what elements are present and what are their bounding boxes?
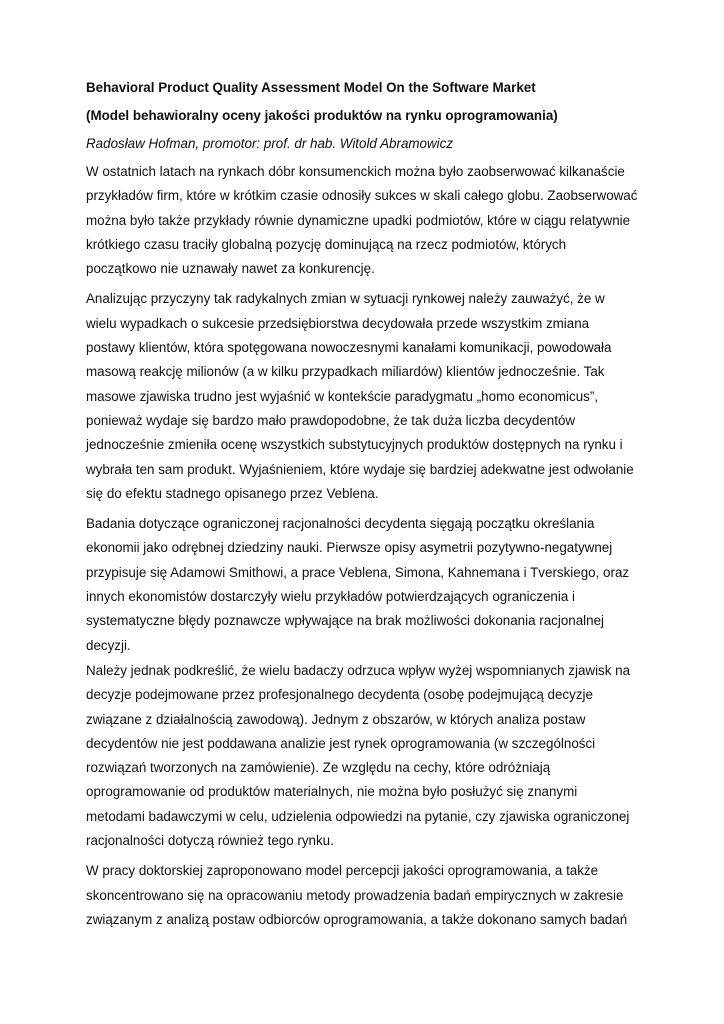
text-line: W pracy doktorskiej zaproponowano model percepcji jakości oprogramowania, a także: [86, 863, 599, 879]
text-line: skoncentrowano się na opracowaniu metody prowadzenia badań empirycznych w zakresie: [86, 887, 624, 903]
title-english: Behavioral Product Quality Assessment Model On the Software Market: [86, 80, 536, 95]
text-line: się do efektu stadnego opisanego przez Veblena.: [86, 485, 379, 501]
text-line: można było także przykłady równie dynamiczne upadki podmiotów, które w ciągu relatywnie: [86, 212, 631, 228]
document-page: [86, 76, 642, 932]
text-line: jednocześnie zmieniła ocenę wszystkich substytucyjnych produktów dostępnych na rynku i: [86, 437, 623, 453]
text-line: masowe zjawiska trudno jest wyjaśnić w kontekście paradygmatu „homo economicus”,: [86, 388, 599, 404]
paragraph-4: [86, 659, 642, 853]
text-line: racjonalności dotyczą również tego rynku.: [86, 833, 334, 849]
text-line: przykładów firm, które w krótkim czasie odnosiły sukces w skali całego globu. Zaobserwować: [86, 188, 638, 204]
text-line: początkowo nie uznawały nawet za konkurencję.: [86, 261, 375, 277]
text-line: Analizując przyczyny tak radykalnych zmian w sytuacji rynkowej należy zauważyć, że w: [86, 291, 605, 307]
text-line: decyzje podejmowane przez profesjonalnego decydenta (osobę podejmującą decyzje: [86, 687, 593, 703]
text-line: innych ekonomistów dostarczyły wielu przykładów potwierdzających ograniczenia i: [86, 589, 575, 605]
text-line: przypisuje się Adamowi Smithowi, a prace Veblena, Simona, Kahnemana i Tverskiego, oraz: [86, 564, 630, 580]
paragraph-1: [86, 160, 642, 281]
text-line: W ostatnich latach na rynkach dóbr konsumenckich można było zaobserwować kilkanaście: [86, 164, 625, 179]
paragraph-3: [86, 512, 642, 658]
text-line: decyzji.: [86, 637, 131, 653]
paragraph-5: [86, 859, 642, 932]
text-line: wybrała ten sam produkt. Wyjaśnieniem, które wydaje się bardziej adekwatne jest odwołanie: [86, 461, 634, 477]
text-line: związanym z analizą postaw odbiorców oprogramowania, a także dokonano samych badań: [86, 911, 628, 927]
text-line: ponieważ wydaje się bardzo mało prawdopodobne, że tak duża liczba decydentów: [86, 412, 576, 428]
paragraph-2: [86, 287, 642, 506]
title-polish: (Model behawioralny oceny jakości produktów na rynku oprogramowania): [86, 108, 558, 123]
text-line: Należy jednak podkreślić, że wielu badaczy odrzuca wpływ wyżej wspomnianych zjawisk na: [86, 662, 631, 678]
text-line: postawy klientów, która spotęgowana nowoczesnymi kanałami komunikacji, powodowała: [86, 340, 612, 356]
text-line: Badania dotyczące ograniczonej racjonalności decydenta sięgają początku określania: [86, 516, 595, 532]
text-line: masową reakcję milionów (a w kilku przypadkach miliardów) klientów jednocześnie. Tak: [86, 364, 605, 380]
text-line: systematyczne błędy poznawcze wpływające na brak możliwości dokonania racjonalnej: [86, 613, 605, 629]
text-line: decydentów nie jest poddawana analizie jest rynek oprogramowania (w szczególności: [86, 735, 596, 751]
text-line: metodami badawczymi w celu, udzielenia odpowiedzi na pytanie, czy zjawiska ograniczonej: [86, 808, 630, 824]
text-line: krótkiego czasu traciły globalną pozycję dominującą na rzecz podmiotów, których: [86, 236, 567, 252]
text-line: związane z działalnością zawodową). Jednym z obszarów, w których analiza postaw: [86, 711, 586, 727]
text-line: ekonomii jako odrębnej dziedziny nauki. Pierwsze opisy asymetrii pozytywno-negatywnej: [86, 540, 613, 556]
text-line: rozwiązań tworzonych na zamówienie). Ze względu na cechy, które odróżniają: [86, 760, 551, 776]
text-line: wielu wypadkach o sukcesie przedsiębiorstwa decydowała przede wszystkim zmiana: [86, 315, 590, 331]
text-line: oprogramowanie od produktów materialnych, nie można było posłużyć się znanymi: [86, 784, 578, 800]
author-line: Radosław Hofman, promotor: prof. dr hab. Witold Abramowicz: [86, 136, 454, 151]
